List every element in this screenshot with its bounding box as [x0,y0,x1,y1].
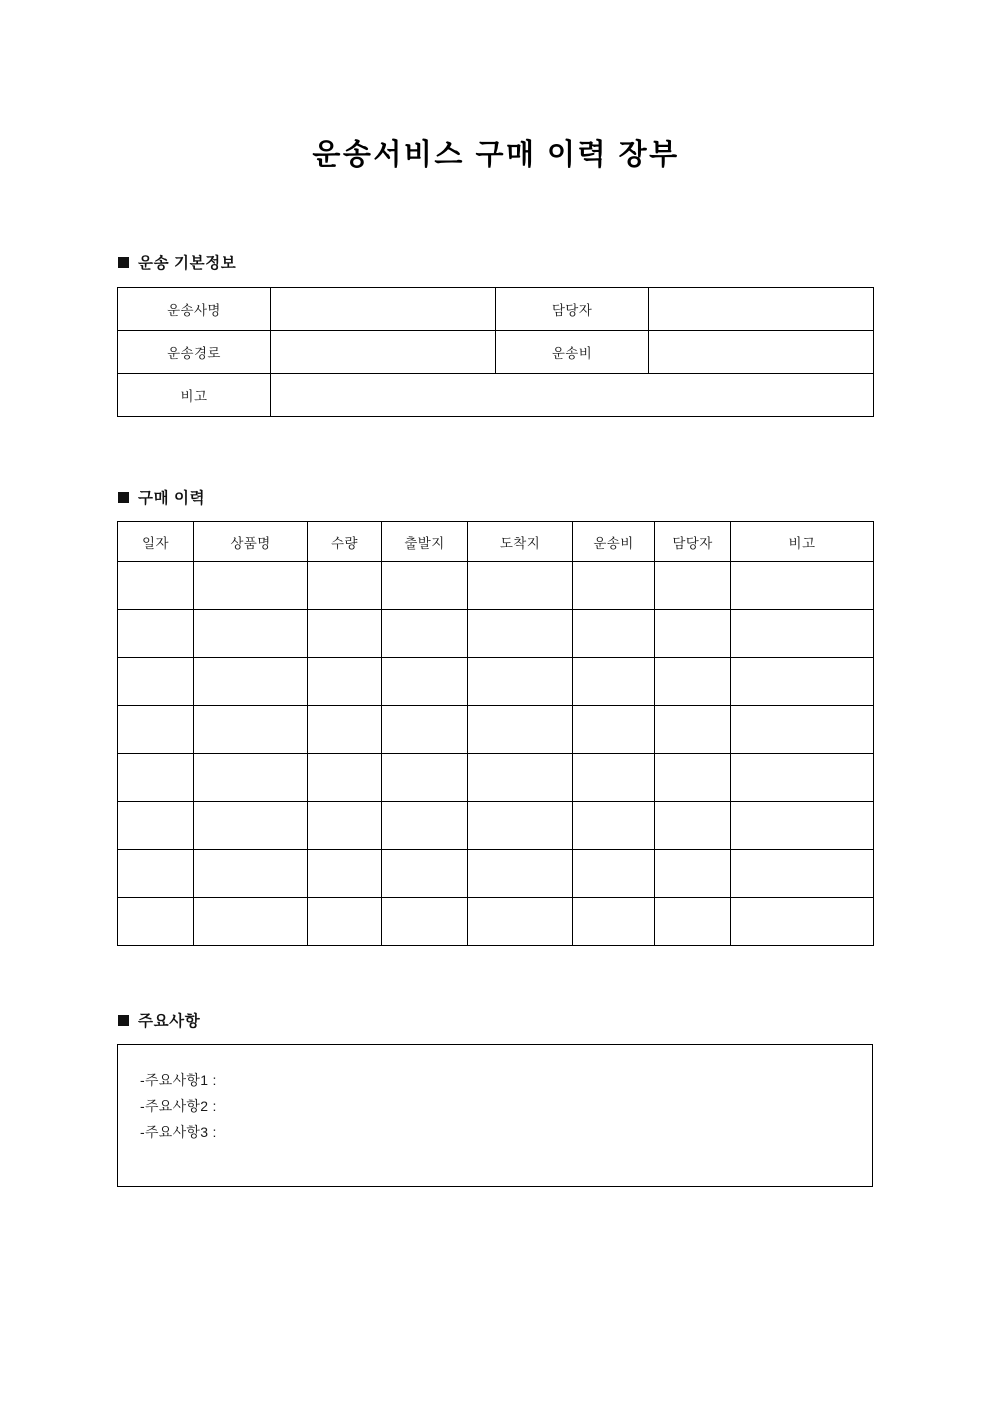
table-cell[interactable] [382,706,468,754]
table-cell[interactable] [731,706,874,754]
table-cell[interactable] [655,802,731,850]
table-cell[interactable] [308,562,382,610]
square-bullet-icon [118,492,129,503]
table-cell[interactable] [468,850,573,898]
table-cell[interactable] [731,898,874,946]
table-cell[interactable] [655,898,731,946]
table-cell[interactable] [573,658,655,706]
basic-info-table [117,287,874,417]
table-row [118,288,874,331]
table-cell[interactable] [573,754,655,802]
table-cell[interactable] [118,658,194,706]
table-cell[interactable] [655,610,731,658]
value-carrier-name[interactable] [271,288,496,331]
value-manager[interactable] [649,288,874,331]
table-header-row [118,522,874,562]
section-heading-purchase-history [118,486,205,508]
label-carrier-name: 운송사명 [118,288,271,331]
table-row [118,706,874,754]
table-cell[interactable] [118,706,194,754]
purchase-history-table [117,521,874,946]
table-cell[interactable] [655,562,731,610]
table-cell[interactable] [731,754,874,802]
table-cell[interactable] [382,850,468,898]
table-cell[interactable] [118,802,194,850]
label-remark: 비고 [118,374,271,417]
note-line: -주요사항3 : [140,1124,217,1140]
table-cell[interactable] [573,610,655,658]
table-cell[interactable] [118,898,194,946]
column-header-manager: 담당자 [655,522,731,562]
square-bullet-icon [118,1015,129,1026]
table-row [118,898,874,946]
table-cell[interactable] [194,898,308,946]
section-heading-basic-info [118,251,236,273]
table-cell[interactable] [194,706,308,754]
table-cell[interactable] [573,850,655,898]
table-cell[interactable] [468,610,573,658]
table-cell[interactable] [194,850,308,898]
label-shipping-cost: 운송비 [496,331,649,374]
section-heading-label: 구매 이력 [138,490,206,507]
column-header-quantity: 수량 [308,522,382,562]
section-heading-label: 운송 기본정보 [138,255,237,272]
table-cell[interactable] [468,658,573,706]
table-row [118,754,874,802]
table-cell[interactable] [194,658,308,706]
table-cell[interactable] [731,562,874,610]
table-cell[interactable] [655,658,731,706]
label-shipping-route: 운송경로 [118,331,271,374]
table-cell[interactable] [308,898,382,946]
table-cell[interactable] [382,610,468,658]
table-cell[interactable] [308,658,382,706]
table-cell[interactable] [194,562,308,610]
table-row [118,658,874,706]
column-header-product-name: 상품명 [194,522,308,562]
table-row [118,562,874,610]
value-remark[interactable] [271,374,874,417]
section-heading-label: 주요사항 [138,1013,201,1030]
table-cell[interactable] [655,850,731,898]
table-cell[interactable] [573,562,655,610]
value-shipping-cost[interactable] [649,331,874,374]
table-cell[interactable] [308,802,382,850]
table-cell[interactable] [731,850,874,898]
table-cell[interactable] [468,562,573,610]
table-cell[interactable] [655,754,731,802]
table-cell[interactable] [382,754,468,802]
value-shipping-route[interactable] [271,331,496,374]
column-header-destination: 도착지 [468,522,573,562]
table-cell[interactable] [731,802,874,850]
column-header-date: 일자 [118,522,194,562]
table-cell[interactable] [194,802,308,850]
table-cell[interactable] [468,706,573,754]
table-cell[interactable] [468,898,573,946]
table-cell[interactable] [382,898,468,946]
table-cell[interactable] [308,850,382,898]
table-cell[interactable] [573,802,655,850]
table-cell[interactable] [194,754,308,802]
table-cell[interactable] [194,610,308,658]
table-row [118,802,874,850]
table-cell[interactable] [655,706,731,754]
table-cell[interactable] [731,658,874,706]
table-cell[interactable] [573,898,655,946]
notes-box[interactable] [117,1044,873,1187]
table-cell[interactable] [118,754,194,802]
purchase-history-body [118,562,874,946]
table-row [118,850,874,898]
table-cell[interactable] [731,610,874,658]
page-title: 운송서비스 구매 이력 장부 [312,139,680,171]
table-cell[interactable] [308,754,382,802]
table-row [118,331,874,374]
table-row [118,374,874,417]
table-cell[interactable] [308,706,382,754]
note-line: -주요사항2 : [140,1098,217,1114]
table-cell[interactable] [468,754,573,802]
note-line: -주요사항1 : [140,1072,217,1088]
column-header-origin: 출발지 [382,522,468,562]
column-header-remark: 비고 [731,522,874,562]
table-cell[interactable] [573,706,655,754]
table-cell[interactable] [382,802,468,850]
column-header-shipping-cost: 운송비 [573,522,655,562]
square-bullet-icon [118,257,129,268]
table-cell[interactable] [382,658,468,706]
table-cell[interactable] [118,610,194,658]
table-cell[interactable] [118,850,194,898]
table-cell[interactable] [118,562,194,610]
table-cell[interactable] [308,610,382,658]
section-heading-notes [118,1009,200,1031]
table-row [118,610,874,658]
label-manager: 담당자 [496,288,649,331]
table-cell[interactable] [382,562,468,610]
table-cell[interactable] [468,802,573,850]
